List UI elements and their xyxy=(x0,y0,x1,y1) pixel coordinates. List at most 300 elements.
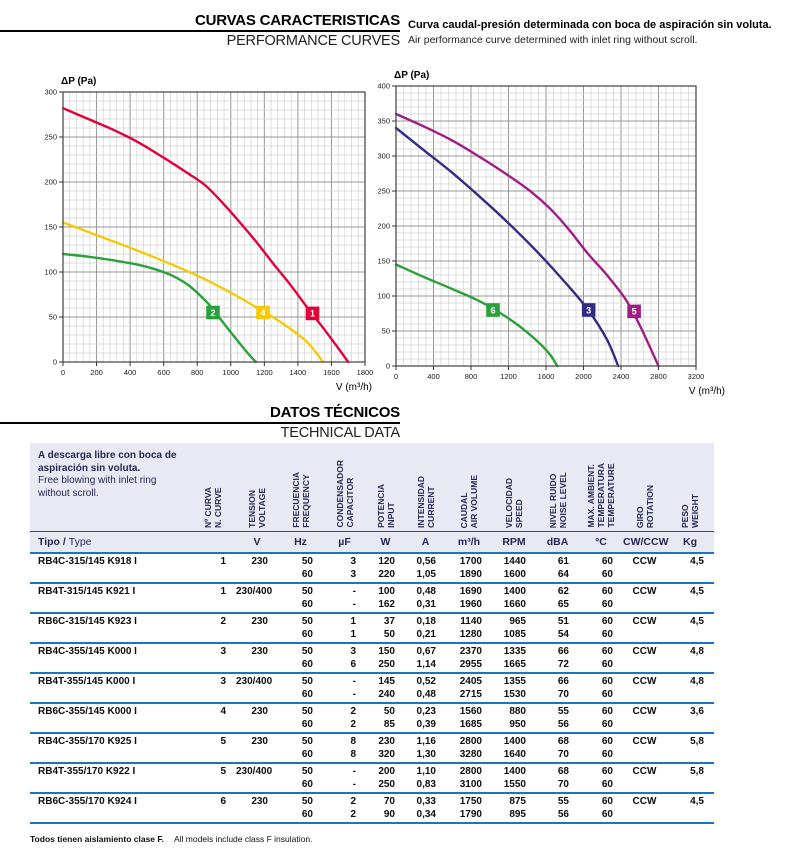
value-cell xyxy=(190,718,236,731)
column-unit: dBA xyxy=(546,536,569,548)
value-cell: 1600 xyxy=(503,569,526,580)
model-cell xyxy=(30,748,190,761)
value-cell: 0,23 xyxy=(416,706,436,717)
svg-text:1800: 1800 xyxy=(356,368,374,377)
value-cell: 60 xyxy=(601,736,613,747)
value-cell: 965 xyxy=(509,616,526,627)
column-header xyxy=(666,443,714,531)
model-cell: RB6C-355/145 K000 I xyxy=(38,706,137,717)
table-row-line xyxy=(30,718,714,731)
rotated-column-label: FRECUENCIA FREQUENCY xyxy=(290,472,311,528)
value-cell: 230 xyxy=(251,706,268,717)
value-cell: 60 xyxy=(601,766,613,777)
value-cell: 162 xyxy=(378,599,395,610)
svg-text:2: 2 xyxy=(210,307,216,318)
value-cell: CCW xyxy=(632,616,657,627)
value-cell: 66 xyxy=(557,676,569,687)
svg-text:800: 800 xyxy=(190,368,204,377)
value-cell: 60 xyxy=(301,719,313,730)
value-cell: CCW xyxy=(632,766,657,777)
table-row xyxy=(30,614,714,644)
svg-text:1600: 1600 xyxy=(537,372,555,381)
value-cell: CCW xyxy=(632,706,657,717)
value-cell: 2405 xyxy=(459,676,482,687)
value-cell: 1400 xyxy=(503,586,526,597)
value-cell: 1,14 xyxy=(416,659,436,670)
value-cell: 4 xyxy=(220,706,226,717)
svg-text:200: 200 xyxy=(377,221,390,231)
value-cell: 0,39 xyxy=(416,719,436,730)
value-cell: 5 xyxy=(220,736,226,747)
value-cell: 70 xyxy=(557,689,569,700)
column-header xyxy=(536,443,579,531)
value-cell: 60 xyxy=(601,706,613,717)
rotated-column-label: PESO WEIGHT xyxy=(680,494,700,528)
value-cell: 60 xyxy=(301,659,313,670)
column-unit xyxy=(190,532,236,552)
value-cell: 1 xyxy=(220,586,226,597)
table-description xyxy=(30,443,190,531)
svg-text:1200: 1200 xyxy=(255,368,273,377)
table-row-line xyxy=(30,585,714,598)
value-cell: CCW xyxy=(632,556,657,567)
type-column-label: Tipo / Type xyxy=(38,536,92,548)
value-cell: 3100 xyxy=(459,779,482,790)
value-cell: 60 xyxy=(601,659,613,670)
column-header xyxy=(190,443,236,531)
value-cell: 2955 xyxy=(459,659,482,670)
svg-text:250: 250 xyxy=(377,186,390,196)
value-cell: 70 xyxy=(557,779,569,790)
value-cell: 60 xyxy=(301,779,313,790)
model-cell: RB6C-315/145 K923 I xyxy=(38,616,137,627)
value-cell: 1790 xyxy=(459,809,482,820)
svg-text:600: 600 xyxy=(157,368,170,377)
value-cell: 51 xyxy=(557,616,569,627)
value-cell xyxy=(236,598,278,611)
value-cell: 6 xyxy=(220,796,226,807)
value-cell xyxy=(236,808,278,821)
value-cell: 0,52 xyxy=(416,676,436,687)
value-cell: 1960 xyxy=(459,599,482,610)
value-cell: 6 xyxy=(350,659,356,670)
value-cell: 1690 xyxy=(459,586,482,597)
svg-text:6: 6 xyxy=(490,305,496,316)
column-unit: RPM xyxy=(502,536,526,548)
value-cell xyxy=(666,628,714,641)
value-cell xyxy=(623,658,666,671)
value-cell: - xyxy=(352,689,356,700)
value-cell xyxy=(666,688,714,701)
value-cell: 50 xyxy=(301,706,313,717)
table-row xyxy=(30,674,714,704)
value-cell xyxy=(666,718,714,731)
value-cell: 60 xyxy=(601,749,613,760)
value-cell xyxy=(236,628,278,641)
model-cell: RB4T-315/145 K921 I xyxy=(38,586,136,597)
value-cell: 1,05 xyxy=(416,569,436,580)
svg-text:50: 50 xyxy=(48,312,57,322)
value-cell: 60 xyxy=(601,689,613,700)
x-axis-label: V (m³/h) xyxy=(335,382,372,393)
model-cell xyxy=(30,568,190,581)
value-cell: 2800 xyxy=(459,736,482,747)
value-cell: 250 xyxy=(378,779,395,790)
value-cell: 1660 xyxy=(503,599,526,610)
value-cell: 2370 xyxy=(459,646,482,657)
svg-text:250: 250 xyxy=(44,132,57,142)
value-cell: 1665 xyxy=(503,659,526,670)
value-cell: 60 xyxy=(601,629,613,640)
value-cell: 60 xyxy=(301,569,313,580)
value-cell: 1400 xyxy=(503,736,526,747)
performance-chart-right xyxy=(366,66,738,396)
value-cell: 60 xyxy=(301,629,313,640)
table-row xyxy=(30,554,714,584)
value-cell xyxy=(190,778,236,791)
value-cell xyxy=(666,748,714,761)
value-cell xyxy=(236,658,278,671)
svg-text:150: 150 xyxy=(44,222,57,232)
model-cell xyxy=(30,658,190,671)
table-row xyxy=(30,794,714,824)
value-cell: 5,8 xyxy=(690,736,704,747)
chart-note-es: Curva caudal-presión determinada con boca de aspiración sin voluta. xyxy=(408,19,772,31)
svg-text:1200: 1200 xyxy=(500,372,517,381)
svg-text:0: 0 xyxy=(393,372,399,381)
column-header xyxy=(446,443,492,531)
value-cell: 1530 xyxy=(503,689,526,700)
table-description-es: A descarga libre con boca de aspiración sin voluta. xyxy=(38,450,177,474)
value-cell: 1,10 xyxy=(416,766,436,777)
value-cell: 0,48 xyxy=(416,586,436,597)
svg-text:2400: 2400 xyxy=(612,372,630,381)
value-cell xyxy=(666,658,714,671)
value-cell: 60 xyxy=(601,809,613,820)
model-cell xyxy=(30,598,190,611)
rotated-column-label: CAUDAL AIR VOLUME xyxy=(459,474,479,528)
value-cell xyxy=(666,808,714,821)
model-cell xyxy=(30,778,190,791)
value-cell: 65 xyxy=(557,599,569,610)
value-cell xyxy=(236,748,278,761)
value-cell: 2 xyxy=(350,719,356,730)
table-row xyxy=(30,584,714,614)
value-cell: 1280 xyxy=(459,629,482,640)
value-cell: 60 xyxy=(601,556,613,567)
value-cell: 230 xyxy=(251,736,268,747)
rotated-column-label: POTENCIA INPUT xyxy=(375,484,396,528)
value-cell: 230 xyxy=(251,556,268,567)
model-cell xyxy=(30,808,190,821)
value-cell: 320 xyxy=(378,749,395,760)
value-cell: 875 xyxy=(509,796,526,807)
value-cell: 1 xyxy=(220,556,226,567)
value-cell xyxy=(623,718,666,731)
column-header xyxy=(492,443,536,531)
value-cell: 100 xyxy=(378,586,395,597)
svg-text:2000: 2000 xyxy=(575,372,592,381)
svg-text:350: 350 xyxy=(377,116,390,126)
rotated-column-label: TENSION VOLTAGE xyxy=(247,488,267,528)
model-cell: RB4C-355/145 K000 I xyxy=(38,646,137,657)
value-cell: 200 xyxy=(378,766,395,777)
grid xyxy=(396,86,696,366)
value-cell: 3 xyxy=(220,676,226,687)
value-cell: 2715 xyxy=(459,689,482,700)
table-body xyxy=(30,554,714,824)
value-cell xyxy=(666,778,714,791)
value-cell: CCW xyxy=(632,796,657,807)
value-cell: 1560 xyxy=(459,706,482,717)
value-cell: 60 xyxy=(601,569,613,580)
value-cell xyxy=(236,718,278,731)
value-cell: 0,34 xyxy=(416,809,436,820)
rotated-column-label: NIVEL RUIDO NOISE LEVEL xyxy=(547,471,568,528)
value-cell: 3 xyxy=(220,646,226,657)
value-cell: 50 xyxy=(301,766,313,777)
value-cell xyxy=(190,658,236,671)
value-cell: 60 xyxy=(601,676,613,687)
table-footnote xyxy=(30,834,312,844)
svg-text:0: 0 xyxy=(385,361,390,371)
value-cell: 2800 xyxy=(459,766,482,777)
value-cell: 250 xyxy=(378,659,395,670)
value-cell: - xyxy=(352,676,356,687)
value-cell: 1400 xyxy=(503,766,526,777)
value-cell: 4,8 xyxy=(690,646,704,657)
value-cell: 150 xyxy=(378,646,395,657)
value-cell: 54 xyxy=(557,629,569,640)
table-row-line xyxy=(30,688,714,701)
value-cell: 5,8 xyxy=(690,766,704,777)
table-row-line xyxy=(30,658,714,671)
table-row-line xyxy=(30,808,714,821)
value-cell: 50 xyxy=(301,646,313,657)
value-cell: 1,30 xyxy=(416,749,436,760)
table-row-line xyxy=(30,735,714,748)
value-cell: 50 xyxy=(383,706,395,717)
value-cell: 8 xyxy=(350,749,356,760)
value-cell: 56 xyxy=(557,719,569,730)
value-cell xyxy=(666,598,714,611)
column-unit: Hz xyxy=(294,536,307,548)
value-cell: 2 xyxy=(350,706,356,717)
performance-chart-left xyxy=(36,66,382,396)
svg-text:1600: 1600 xyxy=(323,368,340,377)
value-cell: CCW xyxy=(632,646,657,657)
column-header xyxy=(405,443,446,531)
value-cell: 2 xyxy=(350,809,356,820)
model-cell xyxy=(30,688,190,701)
value-cell: CCW xyxy=(632,736,657,747)
svg-text:200: 200 xyxy=(90,368,103,377)
table-units-row xyxy=(30,531,714,554)
svg-text:100: 100 xyxy=(377,291,390,301)
column-unit: Kg xyxy=(683,536,697,548)
value-cell xyxy=(190,688,236,701)
value-cell xyxy=(190,598,236,611)
value-cell: 230/400 xyxy=(236,766,273,777)
value-cell: 1685 xyxy=(459,719,482,730)
value-cell xyxy=(623,628,666,641)
model-cell: RB4T-355/170 K922 I xyxy=(38,766,136,777)
svg-text:200: 200 xyxy=(44,177,57,187)
column-unit: °C xyxy=(595,536,607,548)
svg-text:50: 50 xyxy=(381,326,390,336)
model-cell: RB4C-355/170 K925 I xyxy=(38,736,137,747)
value-cell: 60 xyxy=(301,599,313,610)
value-cell: 950 xyxy=(509,719,526,730)
value-cell: CCW xyxy=(632,676,657,687)
value-cell: 55 xyxy=(557,706,569,717)
table-row-line xyxy=(30,765,714,778)
table-column-headers xyxy=(30,443,714,531)
value-cell: 72 xyxy=(557,659,569,670)
table-row-line xyxy=(30,675,714,688)
table-row-line xyxy=(30,645,714,658)
column-unit: CW/CCW xyxy=(623,536,669,548)
value-cell: 3 xyxy=(350,569,356,580)
svg-text:3200: 3200 xyxy=(687,372,705,381)
section2-title-es: DATOS TÉCNICOS xyxy=(270,404,400,421)
svg-text:1400: 1400 xyxy=(289,368,307,377)
value-cell: 60 xyxy=(301,689,313,700)
value-cell: 50 xyxy=(301,796,313,807)
value-cell: 50 xyxy=(301,616,313,627)
svg-text:800: 800 xyxy=(464,372,478,381)
rotated-column-label: Nº CURVA N. CURVE xyxy=(203,486,223,528)
value-cell: 1550 xyxy=(503,779,526,790)
value-cell: 880 xyxy=(509,706,526,717)
value-cell: 50 xyxy=(301,736,313,747)
value-cell: 1,16 xyxy=(416,736,436,747)
value-cell: 56 xyxy=(557,809,569,820)
rotated-column-label: CONDENSADOR CAPACITOR xyxy=(334,460,355,528)
svg-text:400: 400 xyxy=(427,372,440,381)
value-cell: 60 xyxy=(601,779,613,790)
value-cell xyxy=(190,628,236,641)
value-cell: 8 xyxy=(350,736,356,747)
value-cell: 60 xyxy=(601,719,613,730)
value-cell: 3,6 xyxy=(690,706,704,717)
technical-data-table xyxy=(30,443,714,824)
svg-text:100: 100 xyxy=(44,267,57,277)
value-cell: 68 xyxy=(557,766,569,777)
value-cell xyxy=(623,598,666,611)
svg-text:150: 150 xyxy=(377,256,390,266)
column-header xyxy=(323,443,366,531)
value-cell: 0,48 xyxy=(416,689,436,700)
chart-note-en: Air performance curve determined with inlet ring without scroll. xyxy=(408,34,698,46)
value-cell xyxy=(190,748,236,761)
value-cell: 1140 xyxy=(460,616,482,627)
value-cell: 0,56 xyxy=(416,556,436,567)
value-cell: 4,5 xyxy=(690,796,704,807)
value-cell xyxy=(236,778,278,791)
value-cell: 68 xyxy=(557,736,569,747)
value-cell xyxy=(236,688,278,701)
table-row xyxy=(30,734,714,764)
value-cell: 1750 xyxy=(459,796,482,807)
section2-title-en: TECHNICAL DATA xyxy=(280,425,400,441)
x-axis-label: V (m³/h) xyxy=(688,386,725,396)
value-cell: 1440 xyxy=(503,556,526,567)
value-cell: 37 xyxy=(383,616,395,627)
value-cell: 3280 xyxy=(459,749,482,760)
value-cell xyxy=(623,568,666,581)
svg-text:0: 0 xyxy=(60,368,66,377)
value-cell: 62 xyxy=(557,586,569,597)
value-cell: 60 xyxy=(601,599,613,610)
model-cell: RB4C-315/145 K918 I xyxy=(38,556,137,567)
value-cell: 230/400 xyxy=(236,586,273,597)
value-cell: 3 xyxy=(350,646,356,657)
value-cell xyxy=(623,808,666,821)
value-cell: 85 xyxy=(383,719,395,730)
svg-text:4: 4 xyxy=(260,307,266,318)
value-cell xyxy=(190,568,236,581)
value-cell: - xyxy=(352,586,356,597)
value-cell xyxy=(666,568,714,581)
footnote-es: Todos tienen aislamiento clase F. xyxy=(30,834,164,844)
svg-text:1: 1 xyxy=(309,308,315,319)
value-cell: 230 xyxy=(251,616,268,627)
value-cell: 60 xyxy=(601,586,613,597)
value-cell: 66 xyxy=(557,646,569,657)
value-cell: 220 xyxy=(378,569,395,580)
table-row-line xyxy=(30,628,714,641)
value-cell: 240 xyxy=(378,689,395,700)
column-unit: µF xyxy=(338,536,351,548)
column-header xyxy=(366,443,405,531)
value-cell: 145 xyxy=(378,676,395,687)
value-cell: 1 xyxy=(350,616,356,627)
rotated-column-label: GIRO ROTATION xyxy=(634,484,655,528)
value-cell: 1640 xyxy=(503,749,526,760)
value-cell: 50 xyxy=(301,586,313,597)
column-unit: W xyxy=(380,536,391,548)
svg-text:5: 5 xyxy=(631,306,637,317)
table-row-line xyxy=(30,555,714,568)
value-cell: - xyxy=(352,779,356,790)
table-row xyxy=(30,644,714,674)
svg-text:300: 300 xyxy=(377,151,390,161)
value-cell: CCW xyxy=(632,586,657,597)
section-title-rule xyxy=(0,30,400,32)
value-cell: 0,21 xyxy=(416,629,436,640)
column-header xyxy=(579,443,623,531)
column-header xyxy=(623,443,666,531)
table-row-line xyxy=(30,598,714,611)
svg-text:400: 400 xyxy=(123,368,137,377)
value-cell: 2 xyxy=(220,616,226,627)
table-row-line xyxy=(30,568,714,581)
value-cell: 120 xyxy=(378,556,395,567)
value-cell: 60 xyxy=(601,796,613,807)
value-cell xyxy=(623,778,666,791)
value-cell: 1700 xyxy=(459,556,482,567)
value-cell: 70 xyxy=(557,749,569,760)
value-cell: 55 xyxy=(557,796,569,807)
value-cell: 1890 xyxy=(459,569,482,580)
column-unit: A xyxy=(421,536,430,548)
model-cell xyxy=(30,628,190,641)
y-axis-label: ΔP (Pa) xyxy=(394,70,430,81)
value-cell: 895 xyxy=(509,809,526,820)
value-cell: 50 xyxy=(301,676,313,687)
value-cell: 0,83 xyxy=(416,779,436,790)
